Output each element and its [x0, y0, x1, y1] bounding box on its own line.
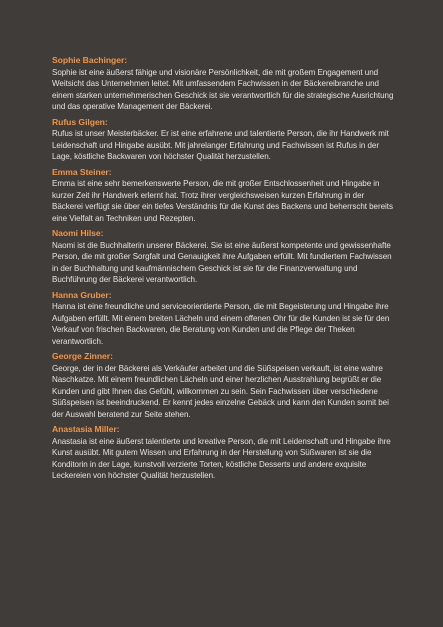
person-bio: Rufus ist unser Meisterbäcker. Er ist eine erfahrene und talentierte Person, die ihr Handwerk mit Leidenschaft und Hingabe ausübt. Mit jahrelanger Erfahrung und Fachwissen ist Rufus in der Lage, köstliche Backwaren von höchster Qualität herzustellen.	[52, 129, 389, 161]
person-entry-sophie	[52, 55, 397, 113]
person-name: George Zinner:	[52, 351, 113, 361]
person-entry-rufus	[52, 117, 397, 163]
team-document	[52, 55, 397, 486]
person-entry-anastasia	[52, 424, 397, 482]
person-name: Anastasia Miller:	[52, 424, 120, 434]
person-entry-emma	[52, 167, 397, 225]
person-entry-naomi	[52, 228, 397, 286]
person-bio: Hanna ist eine freundliche und serviceorientierte Person, die mit Begeisterung und Hingabe ihre Aufgaben erfüllt. Mit einem breiten Lächeln und einem offenen Ohr für die Kunden ist sie für den Verkauf von frischen Backwaren, die Beratung von Kunden und die Pflege der Theken verantwortlich.	[52, 302, 390, 346]
person-bio: Sophie ist eine äußerst fähige und visionäre Persönlichkeit, die mit großem Engagement und Weitsicht das Unternehmen leitet. Mit umfassendem Fachwissen in der Bäckereibranche und einem starken unternehmerischen Geschick ist sie verantwortlich für die strategische Ausrichtung und das operative Management der Bäckerei.	[52, 67, 394, 111]
person-bio: Emma ist eine sehr bemerkenswerte Person, die mit großer Entschlossenheit und Hingabe in kurzer Zeit ihr Handwerk erlernt hat. Trotz ihrer vergleichsweisen kurzen Erfahrung in der Bäckerei verfügt sie über ein tiefes Verständnis für die Kunst des Backens und beherrscht bereits eine Vielfalt an Techniken und Rezepten.	[52, 179, 393, 223]
person-entry-hanna	[52, 290, 397, 348]
person-name: Rufus Gilgen:	[52, 116, 108, 127]
person-bio: Naomi ist die Buchhalterin unserer Bäckerei. Sie ist eine äußerst kompetente und gewissenhafte Person, die mit großer Sorgfalt und Genauigkeit ihre Aufgaben erfüllt. Mit fundiertem Fachwissen in der Buchhaltung und kaufmännischem Geschick ist sie für die Finanzverwaltung und Buchführung der Bäckerei verantwortlich.	[52, 240, 392, 284]
person-name: Sophie Bachinger:	[52, 55, 128, 65]
person-name: Naomi Hilse:	[52, 228, 104, 238]
person-name: Emma Steiner:	[52, 166, 112, 177]
person-name: Hanna Gruber:	[52, 289, 112, 300]
person-bio: Anastasia ist eine äußerst talentierte und kreative Person, die mit Leidenschaft und Hingabe ihre Kunst ausübt. Mit gutem Wissen und Erfahrung in der Herstellung von Süßwaren ist sie die Konditorin in der Lage, kunstvoll verzierte Torten, köstliche Desserts und andere exquisite Leckereien von höchster Qualität herzustellen.	[52, 436, 391, 480]
person-bio: George, der in der Bäckerei als Verkäufer arbeitet und die Süßspeisen verkauft, ist eine wahre Naschkatze. Mit einem freundlichen Lächeln und einer herzlichen Ausstrahlung begrüßt er die Kunden und gibt Ihnen das Gefühl, willkommen zu sein. Sein Fachwissen über verschiedene Süßspeisen ist beeindruckend. Er kennt jedes einzelne Gebäck und kann den Kunden somit bei der Auswahl beratend zur Seite stehen.	[52, 363, 389, 419]
person-entry-george	[52, 351, 397, 420]
